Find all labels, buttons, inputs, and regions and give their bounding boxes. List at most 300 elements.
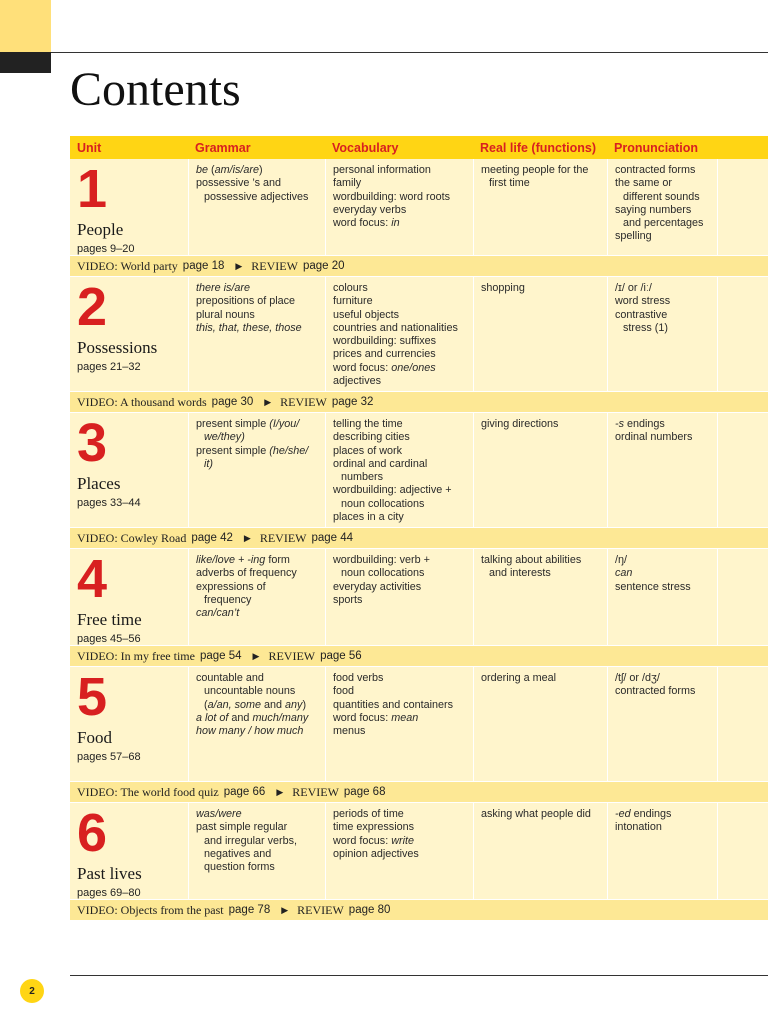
cell-line	[333, 204, 467, 217]
text-segment: word focus:	[333, 217, 392, 230]
cell-line	[196, 672, 319, 685]
text-segment: present simple	[196, 418, 270, 430]
unit-title[interactable]: Places	[77, 474, 121, 493]
cell-line	[333, 511, 467, 524]
video-title[interactable]: VIDEO: World party	[77, 258, 178, 273]
text-segment: spelling	[615, 230, 652, 243]
table-header	[70, 136, 768, 159]
cell-line	[333, 431, 467, 444]
cell-line	[615, 309, 711, 322]
video-review-bar	[70, 645, 768, 667]
cell-line	[333, 458, 467, 471]
text-segment: sentence stress	[615, 580, 691, 593]
cell-line	[333, 484, 467, 497]
text-segment: noun collocations	[341, 567, 425, 580]
unit-cell	[70, 667, 188, 781]
cell-line	[615, 191, 711, 204]
text-segment: possessive ’s and	[196, 177, 282, 190]
text-segment: and interests	[489, 567, 551, 580]
unit-number: 5	[77, 667, 108, 727]
text-segment: and	[228, 711, 253, 724]
review-label[interactable]: REVIEW	[280, 394, 327, 409]
text-segment: frequency	[204, 593, 252, 606]
unit-rows	[70, 159, 768, 921]
text-segment: we/they)	[204, 431, 245, 444]
text-segment: present simple	[196, 444, 270, 457]
text-segment: everyday activities	[333, 580, 422, 593]
cell-line	[615, 567, 711, 580]
review-page: page 44	[311, 532, 354, 544]
text-segment: contracted forms	[615, 685, 696, 698]
pronunciation-cell	[607, 549, 717, 645]
cell-line	[333, 699, 467, 712]
cell-line	[615, 554, 711, 567]
text-segment: and irregular verbs,	[204, 834, 298, 847]
text-segment: colours	[333, 282, 368, 294]
cell-line	[615, 295, 711, 308]
unit-pages: pages 33–44	[77, 497, 141, 509]
text-segment: this, that, these, those	[196, 321, 302, 334]
cell-line	[481, 177, 601, 190]
text-segment: word focus:	[333, 361, 392, 374]
cell-line	[333, 498, 467, 511]
real-life-cell	[473, 159, 607, 255]
vocabulary-cell	[325, 667, 473, 781]
unit-number: 4	[77, 549, 108, 609]
grammar-cell	[188, 803, 325, 899]
text-segment: the same or	[615, 177, 673, 190]
text-segment: ordering a meal	[481, 672, 557, 684]
cell-line	[615, 230, 711, 243]
text-segment: countable and	[196, 672, 264, 684]
unit-title[interactable]: Possessions	[77, 338, 158, 357]
text-segment: plural nouns	[196, 308, 255, 321]
empty-cell	[717, 667, 768, 781]
text-segment: asking what people did	[481, 808, 591, 820]
text-segment: negatives and	[204, 847, 272, 860]
cell-line	[615, 217, 711, 230]
text-segment: prepositions of place	[196, 295, 296, 308]
review-page: page 80	[348, 904, 391, 916]
cell-line	[196, 295, 319, 308]
cell-line	[196, 164, 319, 177]
text-segment: form	[265, 554, 290, 566]
cell-line	[481, 567, 601, 580]
unit-title[interactable]: Food	[77, 728, 112, 747]
cell-line	[196, 581, 319, 594]
video-review-bar	[70, 781, 768, 803]
video-page: page 42	[191, 532, 233, 544]
text-segment: word stress	[615, 295, 671, 308]
cell-line	[196, 848, 319, 861]
cell-line	[615, 672, 711, 685]
text-segment: contracted forms	[615, 164, 696, 176]
text-segment: wordbuilding: adjective +	[333, 484, 452, 497]
text-segment: possessive adjectives	[204, 190, 309, 203]
text-segment: endings	[630, 808, 672, 820]
play-arrow-icon: ▶	[264, 396, 272, 407]
cell-line	[615, 282, 711, 295]
video-page: page 78	[228, 904, 271, 916]
cell-line	[196, 282, 319, 295]
header-pronunciation: Pronunciation	[614, 140, 699, 155]
video-title[interactable]: VIDEO: A thousand words	[77, 394, 207, 409]
video-review-bar	[70, 527, 768, 549]
cell-line	[615, 821, 711, 834]
unit-pages: pages 9–20	[77, 243, 135, 255]
text-segment: meeting people for the	[481, 164, 589, 176]
text-segment: )	[302, 698, 307, 711]
review-label[interactable]: REVIEW	[259, 530, 307, 545]
text-segment: (	[208, 164, 215, 176]
cell-line	[615, 685, 711, 698]
text-segment: ordinal numbers	[615, 431, 693, 444]
text-segment: a lot of	[196, 711, 229, 724]
cell-line	[481, 672, 601, 685]
cell-line	[196, 699, 319, 712]
empty-cell	[717, 159, 768, 255]
text-segment: can/can’t	[196, 607, 240, 620]
text-segment: food	[333, 685, 355, 698]
cell-line	[196, 191, 319, 204]
empty-cell	[717, 277, 768, 391]
unit-number: 2	[77, 277, 108, 337]
text-segment: shopping	[481, 282, 525, 294]
cell-line	[196, 554, 319, 567]
unit-row	[70, 549, 768, 645]
review-page: page 68	[343, 786, 386, 798]
pronunciation-cell	[607, 413, 717, 527]
empty-cell	[717, 549, 768, 645]
real-life-cell	[473, 667, 607, 781]
text-segment: like/love + -ing	[196, 554, 266, 566]
vocabulary-cell	[325, 413, 473, 527]
pronunciation-cell	[607, 667, 717, 781]
real-life-cell	[473, 549, 607, 645]
review-page: page 20	[302, 260, 345, 272]
text-segment: sports	[333, 593, 363, 606]
cell-line	[196, 861, 319, 874]
text-segment: )	[259, 164, 263, 176]
video-page: page 30	[211, 396, 254, 408]
cell-line	[196, 835, 319, 848]
text-segment: family	[333, 177, 362, 190]
unit-pages: pages 45–56	[77, 633, 141, 645]
cell-line	[196, 594, 319, 607]
text-segment: one/ones	[391, 361, 436, 374]
cell-line	[333, 348, 467, 361]
video-page: page 54	[199, 650, 242, 662]
review-label[interactable]: REVIEW	[251, 258, 298, 273]
cell-line	[196, 712, 319, 725]
page-number: 2	[20, 979, 44, 1003]
cell-line	[481, 808, 601, 821]
cell-line	[333, 554, 467, 567]
unit-row	[70, 413, 768, 527]
unit-row	[70, 159, 768, 255]
text-segment: opinion adjectives	[333, 847, 419, 860]
text-segment: (he/she/	[269, 444, 309, 457]
top-rule	[51, 52, 768, 53]
text-segment: and	[261, 698, 286, 711]
cell-line	[615, 418, 711, 431]
text-segment: -s	[615, 418, 624, 430]
vocabulary-cell	[325, 277, 473, 391]
cell-line	[333, 418, 467, 431]
video-review-bar	[70, 899, 768, 921]
unit-row	[70, 667, 768, 781]
text-segment: any	[285, 698, 303, 711]
cell-line	[615, 808, 711, 821]
review-page: page 32	[331, 396, 374, 408]
cell-line	[615, 431, 711, 444]
empty-cell	[717, 803, 768, 899]
video-title[interactable]: VIDEO: Objects from the past	[77, 902, 224, 917]
cell-line	[333, 282, 467, 295]
text-segment: countries and nationalities	[333, 321, 458, 334]
cell-line	[333, 567, 467, 580]
text-segment: wordbuilding: verb +	[333, 554, 430, 566]
cell-line	[196, 685, 319, 698]
text-segment: it)	[204, 457, 213, 470]
text-segment: was/were	[196, 808, 242, 820]
cell-line	[615, 581, 711, 594]
header-real-life: Real life (functions)	[480, 140, 596, 155]
unit-number: 3	[77, 413, 108, 473]
cell-line	[196, 177, 319, 190]
empty-cell	[717, 413, 768, 527]
text-segment: there is/are	[196, 282, 251, 294]
text-segment: /tʃ/ or /dʒ/	[615, 672, 660, 684]
grammar-cell	[188, 549, 325, 645]
text-segment: telling the time	[333, 418, 403, 430]
cell-line	[196, 567, 319, 580]
cell-line	[196, 808, 319, 821]
text-segment: endings	[624, 418, 665, 430]
text-segment: word focus:	[333, 834, 392, 847]
video-review-bar	[70, 391, 768, 413]
cell-line	[481, 554, 601, 567]
cell-line	[333, 335, 467, 348]
text-segment: expressions of	[196, 580, 266, 593]
grammar-cell	[188, 413, 325, 527]
corner-yellow-tab	[0, 0, 51, 52]
cell-line	[333, 375, 467, 388]
cell-line	[333, 848, 467, 861]
pronunciation-cell	[607, 159, 717, 255]
text-segment: /ŋ/	[615, 554, 628, 566]
video-title[interactable]: VIDEO: The world food quiz	[77, 784, 219, 799]
text-segment: write	[391, 834, 415, 847]
grammar-cell	[188, 667, 325, 781]
cell-line	[333, 712, 467, 725]
video-title[interactable]: VIDEO: In my free time	[77, 648, 195, 663]
cell-line	[481, 418, 601, 431]
cell-line	[333, 821, 467, 834]
video-page: page 18	[182, 260, 225, 272]
text-segment: stress (1)	[623, 321, 668, 334]
real-life-cell	[473, 413, 607, 527]
text-segment: places of work	[333, 444, 403, 457]
text-segment: menus	[333, 725, 366, 738]
text-segment: a/an, some	[207, 698, 262, 711]
unit-number: 1	[77, 159, 108, 219]
cell-line	[615, 177, 711, 190]
text-segment: personal information	[333, 164, 431, 176]
cell-line	[333, 685, 467, 698]
cell-line	[333, 191, 467, 204]
text-segment: can	[615, 567, 633, 580]
cell-line	[333, 445, 467, 458]
text-segment: ordinal and cardinal	[333, 457, 428, 470]
text-segment: (I/you/	[269, 418, 300, 430]
cell-line	[333, 177, 467, 190]
play-arrow-icon: ▶	[276, 786, 284, 797]
header-unit: Unit	[77, 140, 102, 155]
unit-row	[70, 277, 768, 391]
text-segment: everyday verbs	[333, 203, 407, 216]
real-life-cell	[473, 277, 607, 391]
text-segment: first time	[489, 177, 530, 190]
text-segment: intonation	[615, 821, 662, 834]
vocabulary-cell	[325, 159, 473, 255]
cell-line	[333, 217, 467, 230]
text-segment: adjectives	[333, 375, 382, 388]
text-segment: furniture	[333, 295, 373, 308]
text-segment: noun collocations	[341, 497, 425, 510]
text-segment: talking about abilities	[481, 554, 582, 566]
pronunciation-cell	[607, 277, 717, 391]
cell-line	[196, 607, 319, 620]
cell-line	[196, 431, 319, 444]
text-segment: numbers	[341, 471, 384, 484]
text-segment: past simple regular	[196, 821, 288, 834]
unit-cell	[70, 803, 188, 899]
cell-line	[333, 808, 467, 821]
cell-line	[615, 164, 711, 177]
play-arrow-icon: ▶	[243, 532, 251, 543]
unit-pages: pages 57–68	[77, 751, 141, 763]
unit-row	[70, 803, 768, 899]
text-segment: much/many	[252, 711, 309, 724]
text-segment: prices and currencies	[333, 348, 436, 361]
corner-black-tab	[0, 52, 51, 73]
play-arrow-icon: ▶	[235, 260, 243, 271]
cell-line	[196, 445, 319, 458]
text-segment: describing cities	[333, 431, 410, 444]
review-label[interactable]: REVIEW	[292, 784, 339, 799]
text-segment: useful objects	[333, 308, 400, 321]
bottom-rule	[70, 975, 768, 976]
header-grammar: Grammar	[195, 140, 251, 155]
cell-line	[196, 458, 319, 471]
text-segment: word focus:	[333, 711, 392, 724]
contents-table	[70, 136, 768, 921]
text-segment: giving directions	[481, 418, 559, 430]
text-segment: in	[391, 217, 400, 230]
cell-line	[196, 322, 319, 335]
text-segment: am/is/are	[214, 164, 260, 176]
grammar-cell	[188, 159, 325, 255]
unit-title[interactable]: People	[77, 220, 124, 239]
cell-line	[333, 295, 467, 308]
cell-line	[196, 309, 319, 322]
unit-cell	[70, 159, 188, 255]
unit-pages: pages 21–32	[77, 361, 141, 373]
text-segment: -ed	[615, 808, 631, 820]
pronunciation-cell	[607, 803, 717, 899]
cell-line	[333, 581, 467, 594]
cell-line	[481, 164, 601, 177]
unit-pages: pages 69–80	[77, 887, 141, 899]
cell-line	[615, 204, 711, 217]
play-arrow-icon: ▶	[281, 904, 289, 915]
cell-line	[333, 362, 467, 375]
cell-line	[333, 322, 467, 335]
text-segment: and percentages	[623, 217, 704, 230]
cell-line	[333, 672, 467, 685]
cell-line	[196, 725, 319, 738]
video-review-bar	[70, 255, 768, 277]
cell-line	[333, 594, 467, 607]
text-segment: saying numbers	[615, 203, 692, 216]
review-page: page 56	[320, 650, 362, 662]
unit-cell	[70, 549, 188, 645]
text-segment: be	[196, 164, 209, 176]
cell-line	[333, 471, 467, 484]
header-vocabulary: Vocabulary	[332, 140, 399, 155]
video-title[interactable]: VIDEO: Cowley Road	[77, 530, 187, 545]
text-segment: contrastive	[615, 308, 668, 321]
text-segment: wordbuilding: word roots	[333, 190, 451, 203]
cell-line	[615, 322, 711, 335]
text-segment: periods of time	[333, 808, 404, 820]
vocabulary-cell	[325, 803, 473, 899]
grammar-cell	[188, 277, 325, 391]
text-segment: question forms	[204, 861, 275, 874]
text-segment: uncountable nouns	[204, 685, 296, 698]
cell-line	[333, 164, 467, 177]
cell-line	[333, 725, 467, 738]
unit-cell	[70, 413, 188, 527]
unit-number: 6	[77, 803, 108, 863]
text-segment: food verbs	[333, 672, 384, 684]
real-life-cell	[473, 803, 607, 899]
cell-line	[333, 309, 467, 322]
text-segment: /ɪ/ or /iː/	[615, 282, 652, 294]
vocabulary-cell	[325, 549, 473, 645]
text-segment: quantities and containers	[333, 698, 454, 711]
unit-cell	[70, 277, 188, 391]
text-segment: wordbuilding: suffixes	[333, 335, 437, 348]
page-title: Contents	[70, 63, 241, 116]
text-segment: how many / how much	[196, 725, 304, 738]
unit-title[interactable]: Past lives	[77, 864, 142, 883]
text-segment: different sounds	[623, 190, 700, 203]
text-segment: adverbs of frequency	[196, 567, 297, 580]
review-label[interactable]: REVIEW	[268, 648, 316, 663]
text-segment: time expressions	[333, 821, 415, 834]
cell-line	[481, 282, 601, 295]
cell-line	[196, 418, 319, 431]
cell-line	[333, 835, 467, 848]
review-label[interactable]: REVIEW	[297, 902, 344, 917]
text-segment: mean	[391, 711, 419, 724]
video-page: page 66	[223, 786, 266, 798]
unit-title[interactable]: Free time	[77, 610, 142, 629]
text-segment: places in a city	[333, 511, 404, 524]
cell-line	[196, 821, 319, 834]
